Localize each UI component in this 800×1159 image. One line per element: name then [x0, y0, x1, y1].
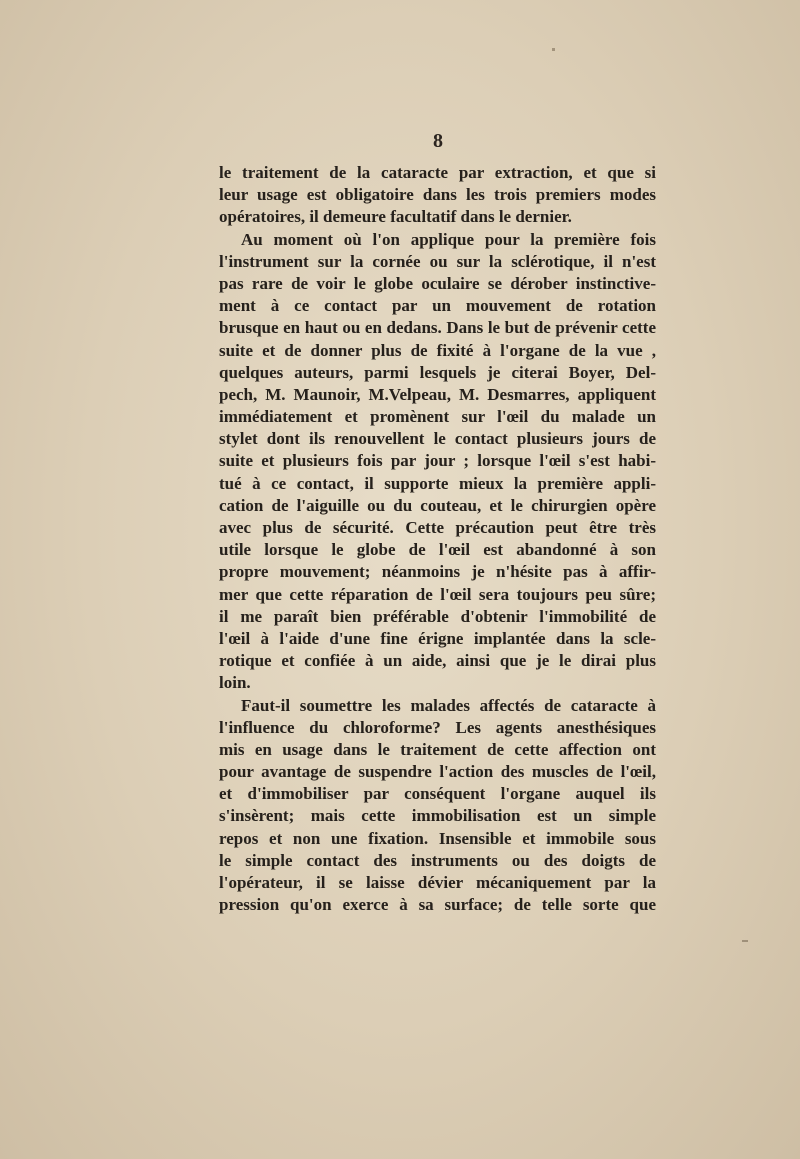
text-line: le traitement de la cataracte par extraction, et que si [219, 163, 656, 182]
text-line: l'instrument sur la cornée ou sur la sclérotique, il n'est [219, 251, 656, 271]
text-line: leur usage est obligatoire dans les trois premiers modes [219, 185, 656, 205]
text-line: ment à ce contact par un mouvement de rotation [219, 296, 656, 316]
text-line: suite et de donner plus de fixité à l'organe de la vue , [219, 340, 656, 360]
text-line: opératoires, il demeure facultatif dans le dernier. [219, 207, 572, 227]
page-number: 8 [433, 130, 443, 152]
text-line: utile lorsque le globe de l'œil est abandonné à son [219, 540, 656, 560]
text-line: immédiatement et promènent sur l'œil du malade un [219, 407, 656, 427]
text-line: propre mouvement; néanmoins je n'hésite pas à affir- [219, 562, 656, 582]
text-line: suite et plusieurs fois par jour ; lorsque l'œil s'est habi- [219, 451, 656, 471]
text-line: Au moment où l'on applique pour la première fois [241, 229, 656, 249]
text-line: l'opérateur, il se laisse dévier mécaniquement par la [219, 873, 656, 892]
text-line: s'insèrent; mais cette immobilisation est un simple [219, 806, 656, 826]
text-line: mis en usage dans le traitement de cette affection ont [219, 739, 656, 759]
text-line: stylet dont ils renouvellent le contact plusieurs jours de [219, 429, 656, 449]
body-text [219, 162, 656, 916]
text-line: avec plus de sécurité. Cette précaution peut être très [219, 518, 656, 537]
text-line: pour avantage de suspendre l'action des muscles de l'œil, [219, 762, 656, 782]
text-line: tué à ce contact, il supporte mieux la première appli- [219, 473, 656, 493]
text-line: loin. [219, 673, 251, 693]
text-line: pas rare de voir le globe oculaire se dérober instinctive- [219, 273, 656, 293]
text-line: repos et non une fixation. Insensible et immobile sous [219, 828, 656, 848]
edge-speck [552, 48, 555, 51]
text-line: l'influence du chloroforme? Les agents anesthésiques [219, 717, 656, 737]
text-line: pech, M. Maunoir, M.Velpeau, M. Desmarres, appliquent [219, 384, 656, 404]
text-line: cation de l'aiguille ou du couteau, et le chirurgien opère [219, 495, 656, 515]
text-line: Faut-il soumettre les malades affectés de cataracte à [241, 695, 656, 715]
edge-speck [742, 940, 748, 942]
text-line: il me paraît bien préférable d'obtenir l'immobilité de [219, 606, 656, 626]
text-line: l'œil à l'aide d'une fine érigne implantée dans la scle- [219, 628, 656, 648]
text-line: pression qu'on exerce à sa surface; de telle sorte que [219, 895, 656, 915]
text-line: quelques auteurs, parmi lesquels je citerai Boyer, Del- [219, 362, 656, 382]
text-line: mer que cette réparation de l'œil sera toujours peu sûre; [219, 584, 656, 604]
text-line: et d'immobiliser par conséquent l'organe auquel ils [219, 784, 656, 804]
text-line: le simple contact des instruments ou des doigts de [219, 850, 656, 870]
text-line: rotique et confiée à un aide, ainsi que je le dirai plus [219, 651, 656, 671]
text-line: brusque en haut ou en dedans. Dans le but de prévenir cette [219, 318, 656, 338]
